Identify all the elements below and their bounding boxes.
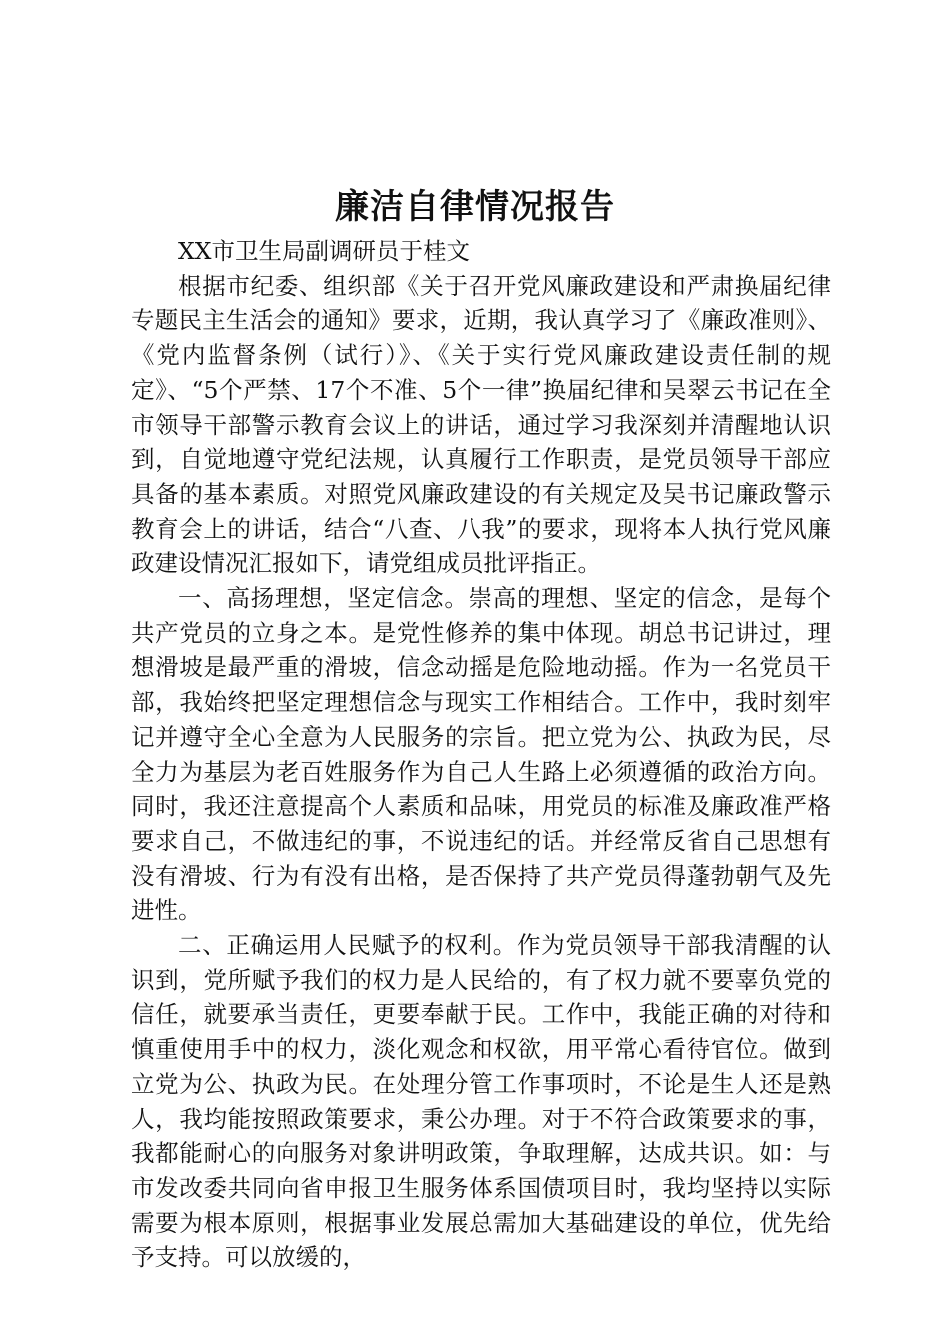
- document-title: 廉洁自律情况报告: [335, 187, 615, 227]
- author-line: XX市卫生局副调研员于桂文: [178, 237, 470, 265]
- paragraph-section-2: 二、正确运用人民赋予的权利。作为党员领导干部我清醒的认识到，党所赋予我们的权力是人民给的，有了权力就不要辜负党的信任，就要承当责任，更要奉献于民。工作中，我能正确的对待和慎重使用手中的权力，淡化观念和权欲，用平常心看待官位。做到立党为公、执政为民。在处理分管工作事项时，不论是生人还是熟人，我均能按照政策要求，秉公办理。对于不符合政策要求的事，我都能耐心的向服务对象讲明政策，争取理解，达成共识。如：与市发改委共同向省申报卫生服务体系国债项目时，我均坚持以实际需要为根本原则，根据事业发展总需加大基础建设的单位，优先给予支持。可以放缓的，: [131, 931, 831, 1272]
- paragraph-intro: 根据市纪委、组织部《关于召开党风廉政建设和严肃换届纪律专题民主生活会的通知》要求，近期，我认真学习了《廉政准则》、《党内监督条例（试行）》、《关于实行党风廉政建设责任制的规定》、“5个严禁、17个不准、5个一律”换届纪律和吴翠云书记在全市领导干部警示教育会议上的讲话，通过学习我深刻并清醒地认识到，自觉地遵守党纪法规，认真履行工作职责，是党员领导干部应具备的基本素质。对照党风廉政建设的有关规定及吴书记廉政警示教育会上的讲话，结合“八查、八我”的要求，现将本人执行党风廉政建设情况汇报如下，请党组成员批评指正。: [131, 271, 831, 578]
- paragraph-section-1: 一、高扬理想，坚定信念。崇高的理想、坚定的信念，是每个共产党员的立身之本。是党性修养的集中体现。胡总书记讲过，理想滑坡是最严重的滑坡，信念动摇是危险地动摇。作为一名党员干部，我始终把坚定理想信念与现实工作相结合。工作中，我时刻牢记并遵守全心全意为人民服务的宗旨。把立党为公、执政为民，尽全力为基层为老百姓服务作为自己人生路上必须遵循的政治方向。同时，我还注意提高个人素质和品味，用党员的标准及廉政准严格要求自己，不做违纪的事，不说违纪的话。并经常反省自己思想有没有滑坡、行为有没有出格，是否保持了共产党员得蓬勃朝气及先进性。: [131, 584, 831, 925]
- document-body: [131, 234, 831, 1275]
